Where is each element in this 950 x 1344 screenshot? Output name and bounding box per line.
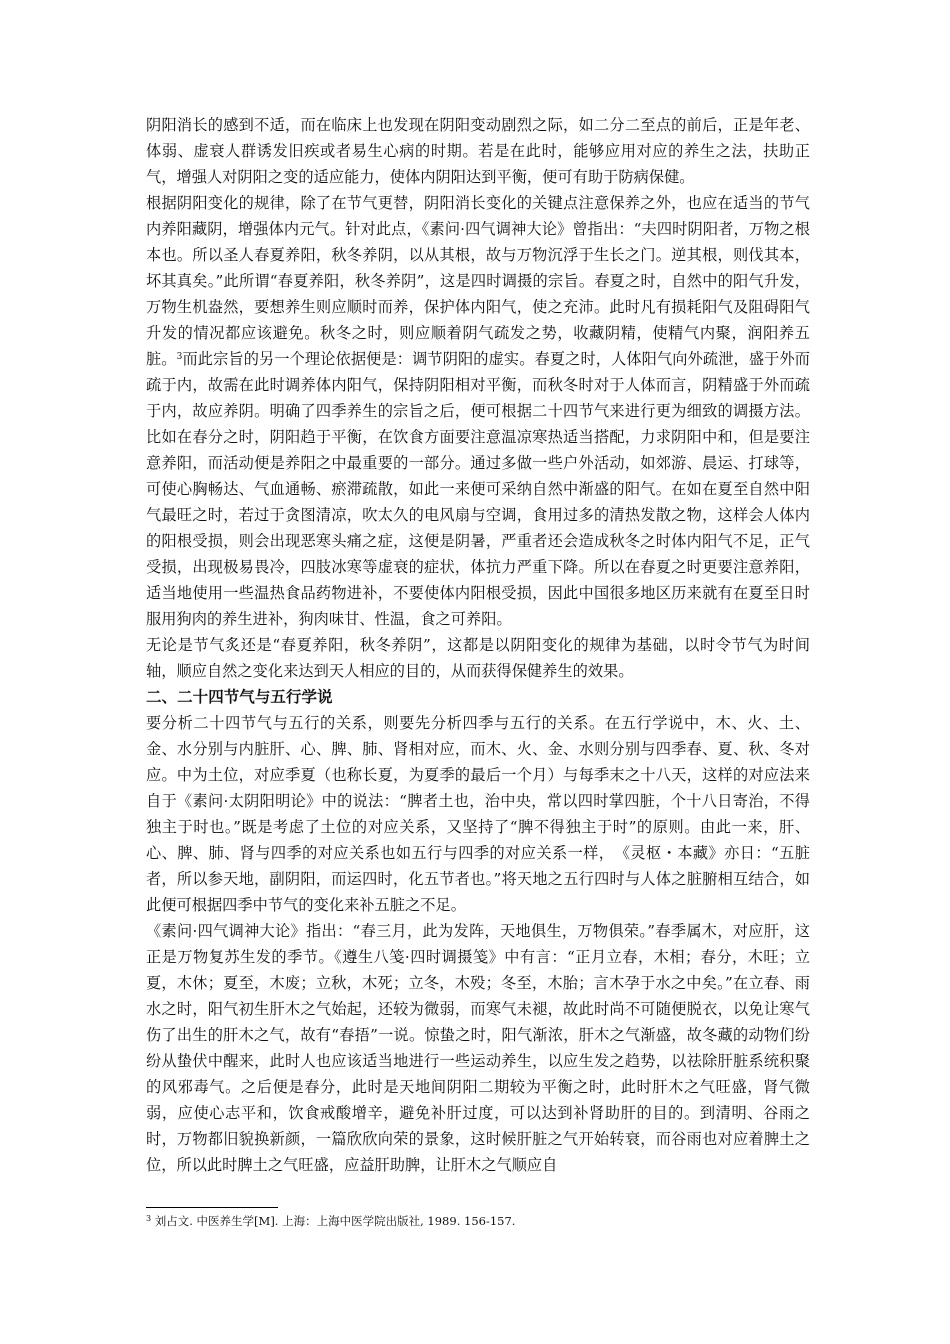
paragraph-5: 《素问·四气调神大论》指出：“春三月，此为发阵，天地俱生，万物俱荣。”春季属木，对应肝，这正是万物复苏生发的季节。《遵生八笺·四时调摄笺》中有言：“正月立春，木相；春分，木旺；立夏，木休；夏至，木废；立秋，木死；立冬，木殁；冬至，木胎；言木孕于水之中矣。”在立春、雨水之时，阳气初生肝木之气始起，还较为微弱，而寒气未褪，故此时尚不可随便脱衣，以免让寒气伤了出生的肝木之气，故有“春捂”一说。惊蛰之时，阳气渐浓，肝木之气渐盛，故冬藏的动物们纷纷从蛰伏中醒来，此时人也应该适当地进行一些运动养生，以应生发之趋势，以祛除肝脏系统积聚的风邪毒气。之后便是春分，此时是天地间阴阳二期较为平衡之时，此时肝木之气旺盛，肾气微弱，应使心志平和，饮食戒酸增辛，避免补肝过度，可以达到补肾助肝的目的。到清明、谷雨之时，万物都旧貌换新颜，一篇欣欣向荣的景象，这时候肝脏之气开始转衰，而谷雨也对应着脾土之位，所以此时脾土之气旺盛，应益肝助脾，让肝木之气顺应自 (146, 922, 810, 1174)
footnote-separator (146, 1207, 278, 1208)
footnote-ref-3[interactable]: 3 (176, 352, 183, 362)
footnote-text: 刘占文. 中医养生学[M]. 上海：上海中医学院出版社, 1989. 156-157. (151, 1214, 516, 1228)
footnote (146, 1213, 515, 1229)
footnote-mark: 3 (146, 1214, 152, 1223)
body-text (146, 112, 810, 1178)
paragraph-1: 阴阳消长的感到不适，而在临床上也发现在阴阳变动剧烈之际，如二分二至点的前后，正是年老、体弱、虚衰人群诱发旧疾或者易生心病的时期。若是在此时，能够应用对应的养生之法，扶助正气，增强人对阴阳之变的适应能力，使体内阴阳达到平衡，便可有助于防病保健。 (146, 116, 810, 186)
section-heading: 二、二十四节气与五行学说 (146, 687, 333, 706)
paragraph-4: 要分析二十四节气与五行的关系，则要先分析四季与五行的关系。在五行学说中，木、火、土、金、水分别与内脏肝、心、脾、肺、肾相对应，而木、火、金、水则分别与四季春、夏、秋、冬对应。中为土位，对应季夏（也称长夏，为夏季的最后一个月）与每季末之十八天，这样的对应法来自于《素问·太阴阳明论》中的说法：“脾者土也，治中央，常以四时掌四脏，个十八日寄治，不得独主于时也。”既是考虑了土位的对应关系，又坚持了“脾不得独主于时”的原则。由此一来，肝、心、脾、肺、肾与四季的对应关系也如五行与四季的对应关系一样， 《灵枢・本藏》亦日：“五脏者，所以参天地，副阴阳，而运四时，化五节者也。”将天地之五行四时与人体之脏腑相互结合，如此便可根据四季中节气的变化来补五脏之不足。 (146, 714, 810, 914)
paragraph-2 (146, 190, 810, 632)
paragraph-2-part-2: 而此宗旨的另一个理论依据便是：调节阴阳的虚实。春夏之时，人体阳气向外疏泄，盛于外而疏于内，故需在此时调养体内阳气，保持阴阳相对平衡，而秋冬时对于人体而言，阴精盛于外而疏于内，故应养阴。明确了四季养生的宗旨之后，便可根据二十四节气来进行更为细致的调摄方法。比如在春分之时，阴阳趋于平衡，在饮食方面要注意温凉寒热适当搭配，力求阴阳中和，但是要注意养阳，而活动便是养阳之中最重要的一部分。通过多做一些户外活动，如郊游、晨运、打球等，可使心胸畅达、气血通畅、瘀滞疏散，如此一来便可采纳自然中渐盛的阳气。在如在夏至自然中阳气最旺之时，若过于贪图清凉，吹太久的电风扇与空调，食用过多的清热发散之物，这样会人体内的阳根受损，则会出现恶寒头痛之症，这便是阴暑，严重者还会造成秋冬之时体内阳气不足，正气受损，出现极易畏冷，四肢冰寒等虚衰的症状，体抗力严重下降。所以在春夏之时更要注意养阳，适当地使用一些温热食品药物进补，不要使体内阳根受损，因此中国很多地区历来就有在夏至日时服用狗肉的养生进补，狗肉味甘、性温，食之可养阳。 (146, 350, 810, 628)
paragraph-2-part-1: 根据阴阳变化的规律，除了在节气更替，阴阳消长变化的关键点注意保养之外，也应在适当的节气内养阳藏阴，增强体内元气。针对此点，《素问·四气调神大论》曾指出：“夫四时阴阳者，万物之根本也。所以圣人春夏养阳，秋冬养阴，以从其根，故与万物沉浮于生长之门。逆其根，则伐其本，坏其真矣。”此所谓“春夏养阳，秋冬养阴”，这是四时调摄的宗旨。春夏之时，自然中的阳气升发，万物生机盎然，要想养生则应顺时而养，保护体内阳气，使之充沛。此时凡有损耗阳气及阻碍阳气升发的情况都应该避免。秋冬之时，则应顺着阴气疏发之势，收藏阴精，使精气内聚，润阳养五脏。 (146, 194, 810, 368)
paragraph-3: 无论是节气炙还是“春夏养阳，秋冬养阴”，这都是以阴阳变化的规律为基础，以时令节气为时间轴，顺应自然之变化来达到天人相应的目的，从而获得保健养生的效果。 (146, 636, 810, 680)
